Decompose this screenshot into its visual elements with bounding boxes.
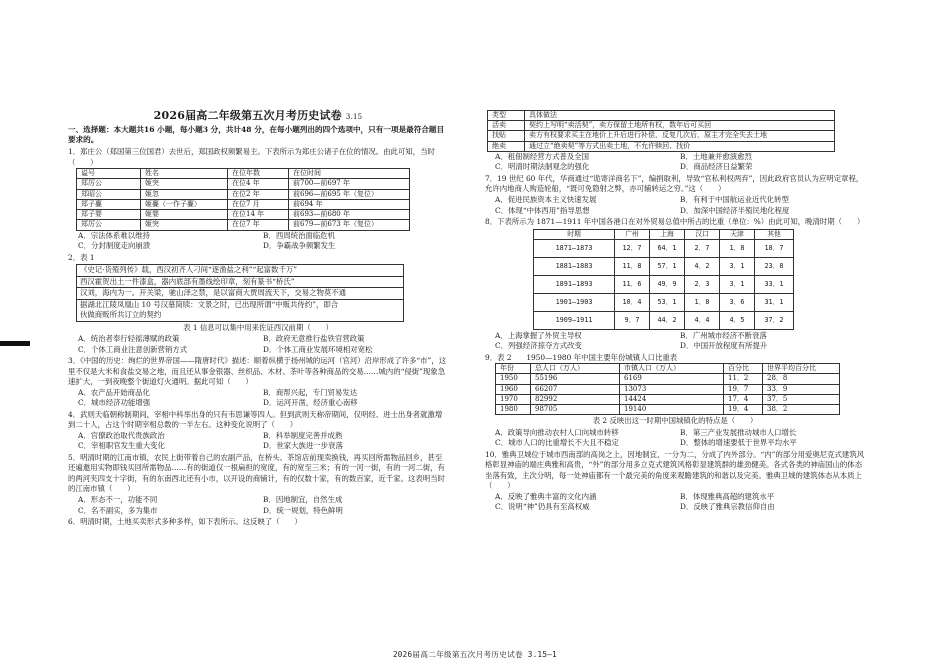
table-header: 谥号: [77, 169, 141, 179]
q5-options: [68, 495, 448, 516]
option-d: D．运河开凿，经济重心南移: [263, 398, 358, 408]
table-header: 天津: [720, 229, 755, 239]
option-b: B．有利于中国航运业近代化转型: [680, 195, 789, 204]
table-cell: 姬突: [141, 179, 228, 189]
question-3: [68, 356, 448, 409]
table-header: 上海: [650, 229, 685, 239]
table-cell: 57．1: [650, 257, 685, 275]
exam-title: [68, 108, 448, 124]
table-row: 西汉霍贺出土一件漆盒，器内底部有墨线绘印章，刻有篆书“桥氏”: [77, 277, 403, 289]
option-d: D．中国开放程度有所提升: [680, 341, 768, 351]
question-2: [68, 253, 448, 356]
table-row: [496, 384, 840, 394]
table-cell: 11．8: [615, 257, 650, 275]
q3-stem: 3．《中国的历史：绚烂的世界帝国——隋唐时代》描述：顺着纵横于扬州城的运河（官河）沿岸形成了许多“市”，这里不仅是大米和食盐交易之地，而且还从事金银器、丝织品、木材、茶叶等各种商品的交易……城内的“侵街”现象急速扩大，一到夜晚整个街道灯火通明。据此可知（ ）: [68, 356, 447, 387]
right-column: [485, 110, 865, 513]
table-row: [488, 121, 835, 131]
table-cell: 1980: [496, 405, 531, 415]
question-10: [485, 450, 865, 513]
option-a: A．上海掌握了外贸主导权: [495, 330, 582, 340]
table-row: [534, 239, 794, 257]
table-cell: 53．1: [650, 293, 685, 311]
table-cell: 在位7 年: [228, 220, 289, 230]
left-column: [68, 108, 448, 528]
table-cell: 31．1: [755, 293, 794, 311]
option-c: C．城市人口的比重增长不大且不稳定: [495, 438, 619, 448]
table-header: 类型: [488, 111, 525, 121]
q2-table: [76, 264, 404, 322]
margin-bar: [0, 341, 30, 346]
table-cell: 1970: [496, 394, 531, 404]
exam-date: 3.15: [345, 113, 363, 121]
table-cell: 郑昭公: [77, 189, 141, 199]
table-header: 广州: [615, 229, 650, 239]
table-cell: 郑厉公: [77, 179, 141, 189]
table-cell: 19．4: [724, 405, 763, 415]
table-header: 年份: [496, 364, 531, 374]
option-b: B．政府无意推行盐铁官营政策: [263, 334, 365, 344]
table-cell: 1．8: [685, 293, 720, 311]
table-cell: 2．7: [685, 239, 720, 257]
table-cell: 3．1: [720, 257, 755, 275]
q7-stem: 7．19 世纪 60 年代，华商通过“诡寄洋商名下”，编捐取利，导致“官私利权两弃”，因此政府官员认为应明定章程，允许内地商人购造轮船，“既可免隐射之弊，亦可辅转运之穷。”这（ ）: [485, 173, 864, 194]
table-cell: 1891—1893: [534, 275, 615, 293]
q6-table: [487, 110, 835, 152]
table-cell: 12．7: [615, 239, 650, 257]
table-cell: 前696—前695 年（复位）: [289, 189, 410, 199]
table-cell: 18．7: [755, 239, 794, 257]
table-cell: 郑子婴: [77, 210, 141, 220]
table-row: [496, 394, 840, 404]
q4-options: [68, 431, 448, 452]
table-cell: 伙做商贩所共订立的契约: [80, 310, 162, 320]
table-row: [534, 293, 794, 311]
q7-options: [485, 195, 865, 216]
q10-stem: 10．雅典卫城位于城市西南部的高岗之上，因地制宜，一分为二，分成了内外部分。“内”的部分用爱奥尼克式建筑风格彰显神庙的端庄典雅和高贵，“外”的部分用多立克式建筑风格彰显建筑群的雄劲健美。各式各类的神庙国山的体态坐落有致，主次分明，每一处神庙都有一个最完美的角度来观瞻建筑的和谐以及完美。雅典卫城的建筑体态从本质上（ ）: [485, 449, 865, 491]
page-footer: 2026届高二年级第五次月考历史试卷 3.15—1: [392, 650, 558, 659]
table-cell: 姬亹（一作子亹）: [141, 199, 228, 209]
q10-options: [485, 492, 865, 513]
option-a: A．反映了雅典丰富的文化内涵: [495, 491, 597, 501]
q6-stem: 6．明清时期，土地买卖形式多种多样，如下表所示。这反映了（ ）: [68, 517, 302, 527]
table-cell: 98705: [531, 405, 620, 415]
option-d: D．整体的增速要低于世界平均水平: [680, 438, 797, 448]
option-c: C．名不副实，多为集市: [78, 505, 158, 515]
table-cell: 19140: [620, 405, 724, 415]
option-c: C．个体工商业注意创新营销方式: [78, 344, 188, 354]
table-cell: 活卖: [488, 121, 525, 131]
table-header: 在位时间: [289, 169, 410, 179]
table-cell: 11．2: [724, 374, 763, 384]
table-header-row: [534, 229, 794, 239]
table-cell: 2．3: [685, 275, 720, 293]
table-cell: 19．7: [724, 384, 763, 394]
table-cell: 66207: [531, 384, 620, 394]
table-header-row: [488, 111, 835, 121]
table-cell: 据湖北江陵凤凰山 10 号汉墓简牍：文景之时，已出现所谓“中贩共侍约”，即合: [80, 299, 339, 309]
question-9: [485, 353, 865, 449]
table-cell: 4．5: [720, 311, 755, 329]
q6-options: [485, 152, 865, 173]
table-cell: 前693—前680 年: [289, 210, 410, 220]
table-cell: 37．2: [755, 311, 794, 329]
option-b: B．土地兼并愈演愈烈: [680, 151, 752, 161]
q1-table: [76, 168, 410, 230]
table-cell: 28．8: [763, 374, 840, 384]
option-a: A．统治者奉行轻徭薄赋的政策: [78, 334, 180, 344]
option-b: B．因地制宜，自然生成: [263, 494, 343, 504]
option-d: D．个体工商业发展环境相对宽松: [263, 344, 373, 354]
table-header: 时期: [534, 229, 615, 239]
question-5: [68, 453, 448, 516]
table-cell: 14424: [620, 394, 724, 404]
table-header: 百分比: [724, 364, 763, 374]
table-cell: 前700—前697 年: [289, 179, 410, 189]
option-c: C．体现“中体西用”指导思想: [495, 205, 590, 215]
table-cell: 6169: [620, 374, 724, 384]
option-b: B．广州城市经济不断衰落: [680, 330, 767, 340]
q1-options: [68, 231, 448, 252]
option-c: C．说明“神”仍具有至高权威: [495, 502, 590, 512]
option-a: A．官僚政治取代贵族政治: [78, 430, 165, 440]
table-cell: 38．2: [763, 405, 840, 415]
table-cell: 23．8: [755, 257, 794, 275]
table-cell: 1．8: [720, 239, 755, 257]
table-header: 其他: [755, 229, 794, 239]
option-d: D．加深中国经济半殖民地化程度: [680, 205, 790, 215]
table-row: [496, 405, 840, 415]
exam-title-text: 2026届高二年级第五次月考历史试卷: [153, 109, 342, 122]
table-header: 在位年数: [228, 169, 289, 179]
option-c: C．城市经济功能增强: [78, 398, 151, 408]
q5-stem: 5．明清时期的江南市镇，农民上街带着自己的农副产品，在桥头、茶馆店前现卖换钱，再买回所需物品回乡，甚至还遍邀用实物即钱买回所需物品……有的街道仅一根扁担的宽度，有的宽至三米；有的一河一街，有的一河二街，有的两河夹四支十字街，有的东南西北还有小市，以开设的商铺计，有的仅数十家，有的数百家，近千家。这表明当时的江南市镇（ ）: [68, 452, 445, 494]
option-a: A．农产品开始商品化: [78, 387, 150, 397]
section-intro: 一、选择题：本大题共16 小题，每小题3 分，共计48 分，在每小题列出的四个选项中，只有一项是最符合题目要求的。: [68, 124, 445, 145]
table-cell: 汉刘，海内为一。开关梁，驰山泽之禁，是以富商大贾周流天下，交易之物莫不通: [77, 288, 403, 300]
table-cell: 55196: [531, 374, 620, 384]
question-1: [68, 147, 448, 251]
table-row: [77, 220, 410, 230]
table-row: [77, 189, 410, 199]
table-cell: 4．4: [685, 311, 720, 329]
question-6: [68, 517, 448, 528]
table-cell: 1950: [496, 374, 531, 384]
q8-table: [533, 229, 794, 330]
table-header: 具体做法: [525, 111, 835, 121]
table-cell: 绝卖: [488, 141, 525, 151]
table-cell: 1881—1883: [534, 257, 615, 275]
table-row: 《史记·货殖列传》载，西汉初齐人刁间“逐渔盐之利”“起富数千万”: [77, 265, 403, 277]
table-cell: 前679—前673 年（复位）: [289, 220, 410, 230]
table-cell: 13073: [620, 384, 724, 394]
q1-stem: 1．郑庄公（郑国第三位国君）去世后，郑国政权频繁易主。下表所示为郑庄公诸子在位的情况。由此可知，当时（ ）: [68, 147, 435, 167]
table-cell: 在位7 月: [228, 199, 289, 209]
q8-options: [485, 331, 865, 352]
table-row: [534, 257, 794, 275]
option-b: B．第三产业发展推动城市人口增长: [680, 427, 797, 437]
q8-stem: 8．下表所示为 1871—1911 年中国各港口在对外贸易总值中所占的比重（单位：%）由此可知，晚清时期（ ）: [485, 217, 865, 227]
table-cell: 9．7: [615, 311, 650, 329]
table-cell: 17．4: [724, 394, 763, 404]
table-row: [77, 179, 410, 189]
table-row: [496, 374, 840, 384]
table-cell: 82992: [531, 394, 620, 404]
table-header: 汉口: [685, 229, 720, 239]
q9-label: 9．表 2 1950—1980 年中国主要年份城镇人口比重表: [485, 352, 678, 362]
question-7: [485, 174, 865, 216]
option-c: C．分封制度走向崩溃: [78, 241, 151, 251]
option-b: B．西周统治面临危机: [263, 230, 335, 240]
option-d: D．统一规划，特色鲜明: [263, 505, 343, 515]
option-a: A．政策导向推动农村人口向城市转移: [495, 427, 619, 437]
table-cell: 卖方有权要求买主在地价上升后进行补偿，反复几次后，原主才完全失去土地: [525, 131, 835, 141]
option-c: C．明清时期法制观念的强化: [495, 162, 590, 172]
table-row: [534, 311, 794, 329]
table-header: 姓名: [141, 169, 228, 179]
option-a: A．形态不一，功能不同: [78, 494, 158, 504]
table-cell: 在位4 年: [228, 179, 289, 189]
q3-options: [68, 388, 448, 409]
option-c: C．列强经济掠夺方式改变: [495, 341, 582, 351]
option-d: D．商品经济日益繁荣: [680, 162, 753, 172]
table-row: [77, 288, 403, 321]
option-b: B．体现雅典高超的建筑水平: [680, 491, 775, 501]
table-row: [534, 275, 794, 293]
table-header-row: [496, 364, 840, 374]
table-cell: 姬忽: [141, 189, 228, 199]
table-row: [77, 210, 410, 220]
table-cell: 49．9: [650, 275, 685, 293]
table-row: [77, 199, 410, 209]
question-4: [68, 410, 448, 452]
option-d: D．世家大族进一步衰落: [263, 441, 343, 451]
table-header: 世界平均百分比: [763, 364, 840, 374]
table-row: [488, 131, 835, 141]
q4-stem: 4．武则天临朝称制期间，宰相中科举出身的只有韦思谦等四人。但到武则天称帝期间，仅明经、进士出身者就激增到二十人，占这个时期宰相总数的一半左右。这种变化说明了（ ）: [68, 409, 443, 430]
q9-options: [485, 428, 865, 449]
table-cell: 1901—1903: [534, 293, 615, 311]
option-b: B．科举制度完善并成熟: [263, 430, 343, 440]
table-cell: 姬突: [141, 220, 228, 230]
table-cell: 1960: [496, 384, 531, 394]
option-d: D．反映了雅典宗教信仰自由: [680, 502, 775, 512]
q2-caption: 表 1 信息可以集中用来佐证西汉前期（ ）: [183, 322, 333, 332]
table-cell: 找贴: [488, 131, 525, 141]
table-header: 市镇人口（万人）: [620, 364, 724, 374]
table-header: 总人口（万人）: [531, 364, 620, 374]
table-cell: 64．1: [650, 239, 685, 257]
table-cell: 3．6: [720, 293, 755, 311]
table-cell: 郑子亹: [77, 199, 141, 209]
table-cell: 前694 年: [289, 199, 410, 209]
table-cell: 33．9: [763, 384, 840, 394]
table-cell: 1871—1873: [534, 239, 615, 257]
table-row: [488, 141, 835, 151]
table-cell: 10．4: [615, 293, 650, 311]
option-a: A．促进民族资本主义快速发展: [495, 195, 597, 204]
q9-caption: 表 2 反映出这一时期中国城镇化的特点是（ ）: [592, 416, 758, 426]
table-cell: 1909—1911: [534, 311, 615, 329]
table-cell: 姬婴: [141, 210, 228, 220]
question-8: [485, 217, 865, 352]
table-cell: 44．2: [650, 311, 685, 329]
q2-options: [68, 334, 448, 355]
option-a: A．宗法体系难以维持: [78, 230, 150, 240]
table-cell: 郑厉公: [77, 220, 141, 230]
table-cell: 在位2 年: [228, 189, 289, 199]
q9-table: [495, 363, 840, 415]
table-cell: 37．5: [763, 394, 840, 404]
table-cell: 通过立“绝卖契”等方式出卖土地，不允许赎回、找价: [525, 141, 835, 151]
table-cell: 在位14 年: [228, 210, 289, 220]
table-cell: 契约上写明“卖活契”，卖方保留土地所有权，数年后可买回: [525, 121, 835, 131]
option-a: A．租佃制经营方式普及全国: [495, 151, 590, 161]
option-b: B．商帮兴起，专门贸易发达: [263, 387, 358, 397]
option-d: D．争霸战争频繁发生: [263, 241, 336, 251]
q2-label: 2．表 1: [68, 252, 95, 262]
table-cell: 4．2: [685, 257, 720, 275]
table-cell: 11．6: [615, 275, 650, 293]
option-c: C．宰相职官发生重大变化: [78, 441, 165, 451]
table-cell: 3．1: [720, 275, 755, 293]
table-header-row: [77, 169, 410, 179]
table-cell: 33．1: [755, 275, 794, 293]
